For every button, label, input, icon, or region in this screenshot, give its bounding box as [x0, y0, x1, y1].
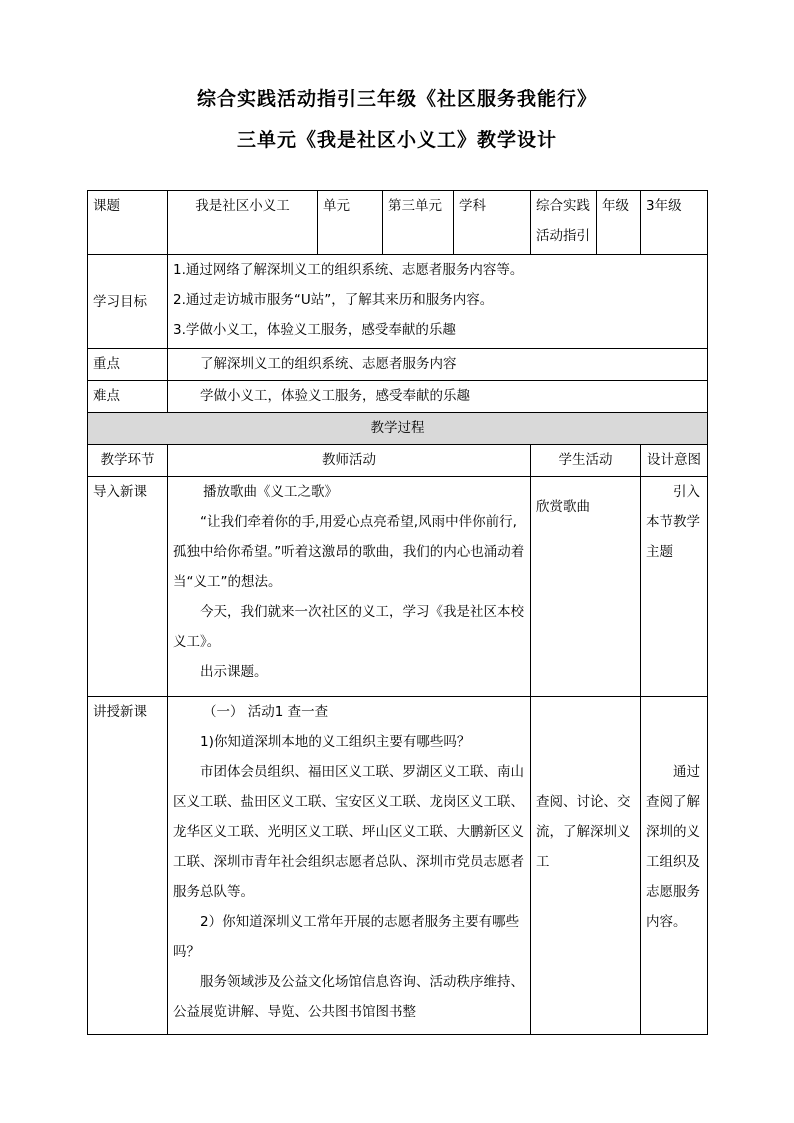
objectives-list: [168, 255, 708, 349]
teacher-cell: 播放歌曲《义工之歌》 “让我们牵着你的手,用爱心点亮希望,风雨中伴你前行,孤独中给你希望。”听着这激昂的歌曲，我们的内心也涌动着当“义工”的想法。 今天，我们就来一次社区的义工，学习《我是社区本校义工》。 出示课题。: [168, 477, 531, 697]
objectives-label: 学习目标: [88, 255, 168, 349]
difficulty-value: 学做小义工，体验义工服务，感受奉献的乐趣: [168, 381, 708, 413]
intent-cell: 通过查阅了解深圳的义工组织及志愿服务内容。: [641, 697, 708, 1035]
column-header-row: [88, 445, 708, 477]
intent-cell: 引入本节教学主题: [641, 477, 708, 697]
subject-value: 综合实践活动指引: [531, 191, 597, 255]
process-title: 教学过程: [88, 413, 708, 445]
table-row: [88, 477, 708, 697]
key-point-value: 了解深圳义工的组织系统、志愿者服务内容: [168, 349, 708, 381]
grade-value: 3年级: [641, 191, 708, 255]
table-row: [88, 697, 708, 1035]
header-row: [88, 191, 708, 255]
objective-item: 3.学做小义工，体验义工服务，感受奉献的乐趣: [173, 322, 456, 338]
key-point-label: 重点: [88, 349, 168, 381]
difficulty-label: 难点: [88, 381, 168, 413]
lesson-plan-table: [87, 190, 708, 1035]
col-teacher-header: 教师活动: [168, 445, 531, 477]
grade-label: 年级: [597, 191, 641, 255]
key-point-row: [88, 349, 708, 381]
objective-item: 1.通过网络了解深圳义工的组织系统、志愿者服务内容等。: [173, 262, 524, 278]
student-cell: 查阅、讨论、交流，了解深圳义工: [531, 697, 641, 1035]
subject-label: 学科: [454, 191, 531, 255]
student-cell: 欣赏歌曲: [531, 477, 641, 697]
unit-value: 第三单元: [383, 191, 454, 255]
col-stage-header: 教学环节: [88, 445, 168, 477]
col-intent-header: 设计意图: [641, 445, 708, 477]
stage-cell: 导入新课: [88, 477, 168, 697]
process-title-row: [88, 413, 708, 445]
objectives-row: [88, 255, 708, 349]
document-title-line2: 三单元《我是社区小义工》教学设计: [236, 129, 557, 151]
difficulty-row: [88, 381, 708, 413]
topic-label: 课题: [88, 191, 168, 255]
objective-item: 2.通过走访城市服务“U站”，了解其来历和服务内容。: [173, 292, 494, 308]
document-title-line1: 综合实践活动指引三年级《社区服务我能行》: [196, 88, 597, 110]
teacher-cell: （一） 活动1 查一查 1)你知道深圳本地的义工组织主要有哪些吗？ 市团体会员组织、福田区义工联、罗湖区义工联、南山区义工联、盐田区义工联、宝安区义工联、龙岗区义工联、龙华区义工联、光明区义工联、坪山区义工联、大鹏新区义工联、深圳市青年社会组织志愿者总队、深圳市党员志愿者服务总队等。 2）你知道深圳义工常年开展的志愿者服务主要有哪些吗？ 服务领域涉及公益文化场馆信息咨询、活动秩序维持、公益展览讲解、导览、公共图书馆图书整: [168, 697, 531, 1035]
stage-cell: 讲授新课: [88, 697, 168, 1035]
topic-value: 我是社区小义工: [168, 191, 318, 255]
col-student-header: 学生活动: [531, 445, 641, 477]
unit-label: 单元: [318, 191, 383, 255]
